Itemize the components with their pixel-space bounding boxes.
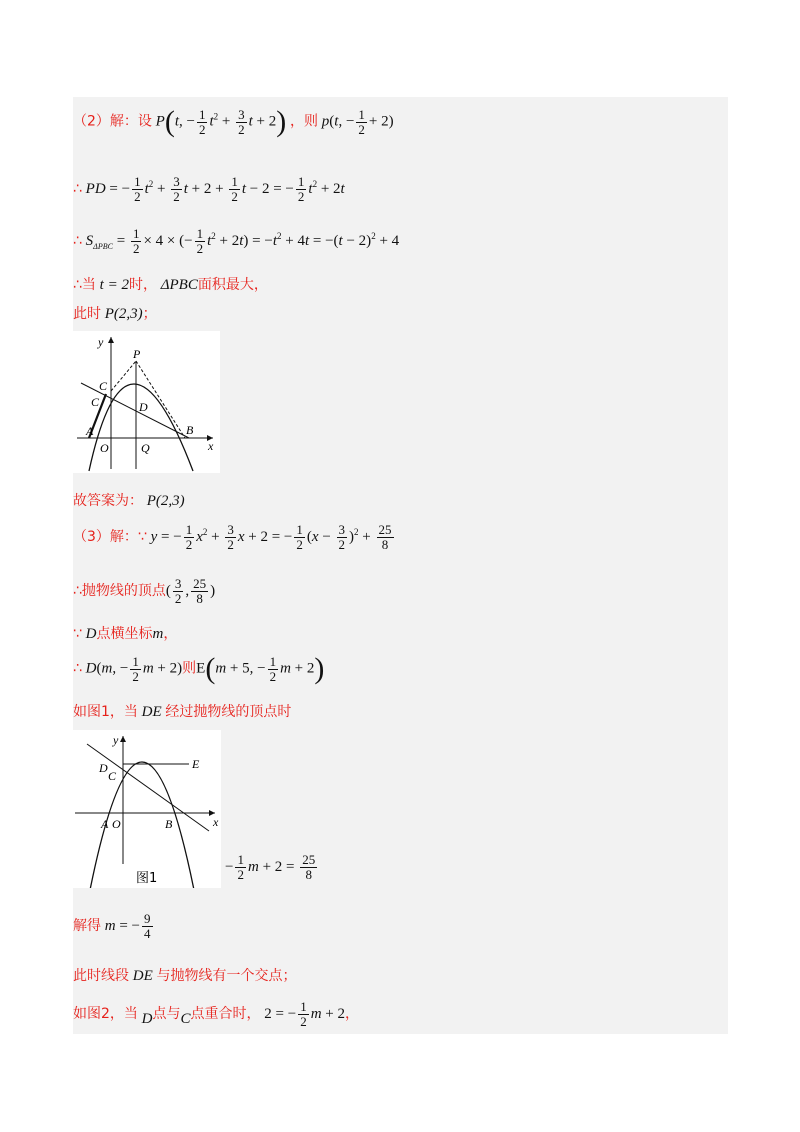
fig1-label-o: O <box>112 817 121 831</box>
line-area: ∴ $S_{\Delta PBC}$ = $\frac{1}{2}$ × 4 × (− $\frac{1}{2}$ $t^2 + 2t) = -t^2 + 4t = -(t - 2)^2 + 4$ <box>73 226 400 256</box>
label-x: x <box>208 439 214 453</box>
fig1-label-d: D <box>99 761 108 775</box>
line-pd: ∴ PD = − $\frac{1}{2}$ $t^2$ + $\frac{3}{2}$ t + 2 + $\frac{1}{2}$ t − 2 = − $\frac{1}{2}$ $t^2 + 2t$ <box>73 174 345 204</box>
solution-panel <box>73 97 728 1034</box>
figure-1-svg <box>73 730 221 888</box>
line-fig1-case: 如图1，当 DE 经过抛物线的顶点时 <box>73 704 292 720</box>
label-c-upper: C <box>99 379 108 393</box>
label-o: O <box>100 441 109 455</box>
label-q: Q <box>141 441 150 455</box>
line-fig2-case: 如图2，当 D点与C点重合时， 2 = − $\frac{1}{2}$ m + 2， <box>73 999 360 1029</box>
fig1-label-x: x <box>213 815 219 829</box>
line-one-intersection: 此时线段 DE 与抛物线有一个交点； <box>73 968 297 984</box>
line-solve-m: 解得 m = − $\frac{9}{4}$ <box>73 911 151 941</box>
label-c-lower: C <box>91 395 100 409</box>
fig1-label-c: C <box>108 769 117 783</box>
label-y: y <box>98 335 104 349</box>
label-a: A <box>86 424 94 438</box>
figure-1 <box>73 730 221 888</box>
label-p: P <box>133 347 141 361</box>
fig1-label-y: y <box>113 733 119 747</box>
line-answer: 故答案为： P(2,3) <box>73 493 185 509</box>
line-d-abscissa: ∵ D点横坐标m， <box>73 626 178 642</box>
fig1-label-e: E <box>192 757 200 771</box>
line-vertex: ∴抛物线的顶点( $\frac{3}{2}$ , $\frac{25}{8}$ ) <box>73 576 216 606</box>
figure-svg <box>73 331 220 473</box>
label-b: B <box>186 423 194 437</box>
line-vertex-equation: − $\frac{1}{2}$ m + 2 = $\frac{25}{8}$ <box>225 852 316 882</box>
fig1-label-a: A <box>101 817 109 831</box>
label-d: D <box>139 400 148 414</box>
line-vertex-form: （3）解：∵ y = − $\frac{1}{2}$ $x^2$ + $\frac{3}{2}$ x + 2 = − $\frac{1}{2}$ (x − $\frac{3}{2}$ )$^2$ + $\frac{25}{8}$ <box>73 522 392 552</box>
fig1-label-b: B <box>165 817 173 831</box>
line-d-e: ∴ D(m, − $\frac{1}{2}$ m + 2)则E(m + 5, − $\frac{1}{2}$ m + 2) <box>73 652 325 685</box>
line-now: 此时 P(2,3)； <box>73 306 157 322</box>
figure-parabola-pbc <box>73 331 220 473</box>
line-max: ∴当 t = 2时， ΔPBC面积最大， <box>73 277 268 293</box>
line-set-p: （2）解：设 P(t, − $\frac{1}{2}$ $t^2$ + $\frac{3}{2}$ t + 2) ，则 p(t, − $\frac{1}{2}$ + 2) <box>73 105 394 138</box>
fig1-caption: 图1 <box>136 871 158 886</box>
